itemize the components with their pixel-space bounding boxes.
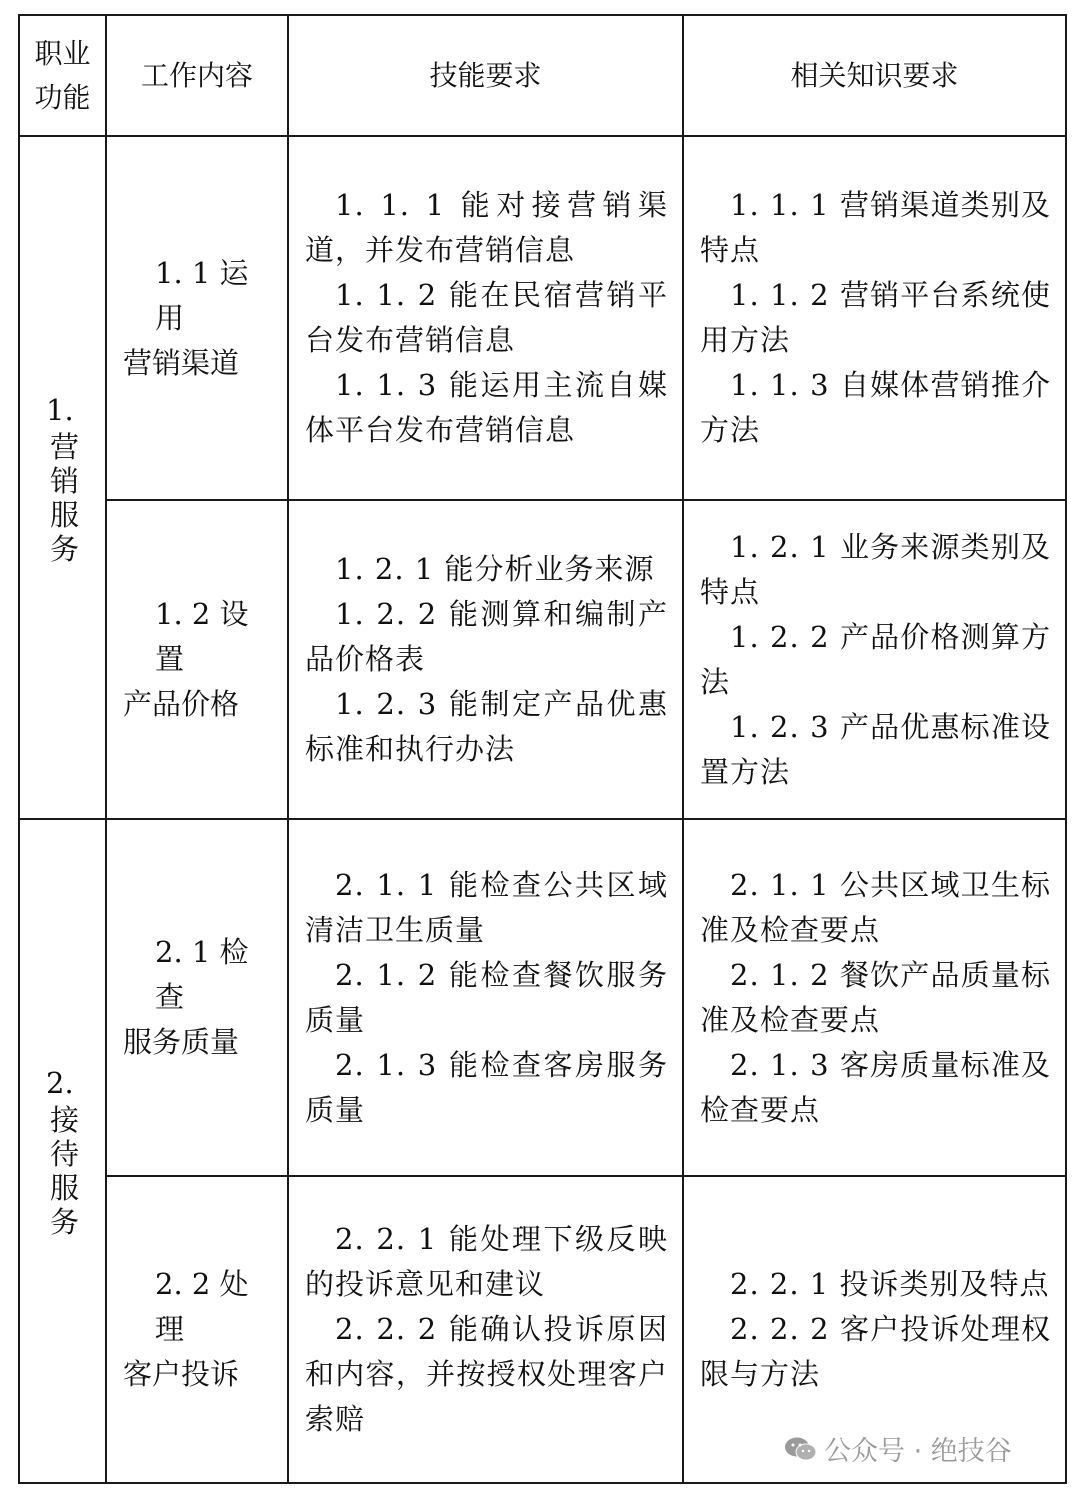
- skill-item: 1. 2. 1 能分析业务来源: [335, 552, 655, 586]
- function-char: 销: [50, 463, 80, 498]
- work-title-line1: 1. 2 设置: [155, 597, 249, 676]
- skill-item: 1. 2. 3 能制定产品优惠标准和执行办法: [305, 687, 668, 766]
- header-work: 工作内容: [106, 15, 288, 136]
- watermark-text: 公众号 · 绝技谷: [824, 1436, 1012, 1467]
- function-number: 2.: [46, 1066, 74, 1100]
- skill-item: 1. 2. 2 能测算和编制产品价格表: [305, 597, 668, 676]
- work-cell: [106, 1176, 288, 1483]
- header-skill: 技能要求: [288, 15, 683, 136]
- header-function: [19, 15, 106, 136]
- work-title-line2: 产品价格: [123, 687, 240, 721]
- header-function-line2: 功能: [34, 80, 91, 114]
- function-number: 1.: [46, 392, 74, 427]
- function-char: 务: [50, 531, 80, 566]
- header-row: [19, 15, 1066, 136]
- skill-item: 1. 1. 1 能对接营销渠道，并发布营销信息: [305, 188, 668, 267]
- wechat-icon: [784, 1436, 818, 1462]
- knowledge-item: 1. 1. 1 营销渠道类别及特点: [700, 188, 1051, 267]
- function-char: 营: [50, 429, 80, 464]
- skill-item: 2. 1. 1 能检查公共区域清洁卫生质量: [305, 867, 668, 947]
- function-char: 服: [50, 497, 80, 532]
- work-title-line1: 2. 1 检查: [155, 935, 249, 1014]
- work-title-line2: 营销渠道: [123, 345, 240, 380]
- knowledge-item: 1. 2. 1 业务来源类别及特点: [700, 529, 1051, 609]
- header-function-line1: 职业: [34, 36, 91, 70]
- work-title-line2: 客户投诉: [123, 1357, 240, 1391]
- function-char: 务: [50, 1205, 80, 1239]
- knowledge-cell: [683, 819, 1066, 1176]
- knowledge-item: 2. 1. 2 餐饮产品质量标准及检查要点: [700, 957, 1051, 1037]
- knowledge-item: 2. 2. 2 客户投诉处理权限与方法: [700, 1312, 1051, 1391]
- skill-cell: [288, 136, 683, 500]
- knowledge-item: 2. 2. 1 投诉类别及特点: [730, 1267, 1050, 1301]
- skill-item: 2. 1. 2 能检查餐饮服务质量: [305, 957, 668, 1037]
- knowledge-item: 2. 1. 1 公共区域卫生标准及检查要点: [700, 867, 1051, 947]
- skill-cell: [288, 1176, 683, 1483]
- table-row: [19, 500, 1066, 819]
- work-cell: [106, 136, 288, 500]
- skill-cell: [288, 819, 683, 1176]
- table-row: [19, 136, 1066, 500]
- skill-cell: [288, 500, 683, 819]
- work-title-line2: 服务质量: [123, 1025, 240, 1059]
- document-page: [18, 14, 1067, 1484]
- skills-requirements-table: [18, 14, 1067, 1484]
- knowledge-cell: [683, 500, 1066, 819]
- function-cell-reception: [19, 819, 106, 1483]
- skill-item: 2. 1. 3 能检查客房服务质量: [305, 1047, 668, 1127]
- knowledge-cell: [683, 136, 1066, 500]
- skill-item: 2. 2. 2 能确认投诉原因和内容，并按授权处理客户索赔: [305, 1312, 668, 1436]
- function-char: 待: [50, 1137, 80, 1171]
- skill-item: 1. 1. 3 能运用主流自媒体平台发布营销信息: [305, 368, 668, 447]
- skill-item: 2. 2. 1 能处理下级反映的投诉意见和建议: [305, 1222, 668, 1301]
- function-char: 服: [50, 1171, 80, 1205]
- function-cell-marketing: [19, 136, 106, 819]
- skill-item: 1. 1. 2 能在民宿营销平台发布营销信息: [305, 278, 668, 357]
- function-char: 接: [50, 1103, 80, 1137]
- work-cell: [106, 500, 288, 819]
- work-cell: [106, 819, 288, 1176]
- knowledge-item: 1. 2. 3 产品优惠标准设置方法: [700, 709, 1051, 789]
- header-knowledge: 相关知识要求: [683, 15, 1066, 136]
- table-row: [19, 819, 1066, 1176]
- work-title-line1: 2. 2 处理: [155, 1267, 249, 1346]
- knowledge-item: 2. 1. 3 客房质量标准及检查要点: [700, 1047, 1051, 1127]
- watermark: [784, 1429, 1012, 1468]
- knowledge-item: 1. 1. 3 自媒体营销推介方法: [700, 368, 1051, 447]
- knowledge-item: 1. 2. 2 产品价格测算方法: [700, 619, 1051, 699]
- knowledge-item: 1. 1. 2 营销平台系统使用方法: [700, 278, 1051, 357]
- work-title-line1: 1. 1 运用: [155, 255, 249, 335]
